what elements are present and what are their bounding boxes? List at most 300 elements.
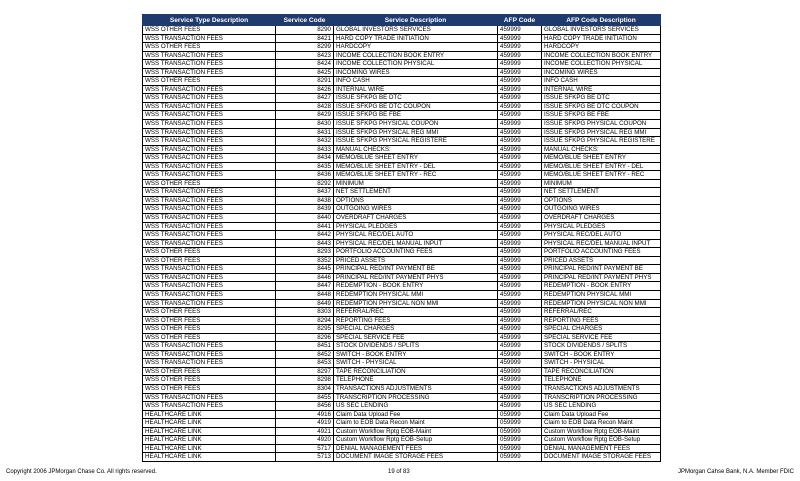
cell-afp-description: US SEC LENDING [542,402,661,411]
cell-afp-code: 459999 [498,214,542,223]
cell-afp-code: 459999 [498,282,542,291]
cell-afp-description: SPECIAL SERVICE FEE [542,333,661,342]
cell-service-description: Claim to EOB Data Recon Maint [334,419,498,428]
table-row [143,171,661,180]
cell-service-type: HEALTHCARE LINK [143,436,276,445]
header-afp-code: AFP Code [498,15,542,26]
cell-afp-code: 459999 [498,26,542,35]
cell-service-type: WSS TRANSACTION FEES [143,102,276,111]
cell-service-description: REPORTING FEES [334,316,498,325]
cell-service-code: 8426 [276,85,334,94]
fee-table-container [142,14,660,462]
cell-service-type: HEALTHCARE LINK [143,419,276,428]
cell-service-description: ISSUE SFKPG BE DTC COUPON [334,102,498,111]
cell-afp-description: ISSUE SFKPG PHYSICAL COUPON [542,120,661,129]
cell-service-code: 8290 [276,26,334,35]
table-row [143,402,661,411]
table-row [143,128,661,137]
cell-service-code: 4916 [276,410,334,419]
cell-afp-code: 459999 [498,350,542,359]
cell-service-type: WSS TRANSACTION FEES [143,222,276,231]
cell-afp-description: INCOME COLLECTION BOOK ENTRY [542,51,661,60]
table-row [143,111,661,120]
cell-service-description: HARDCOPY [334,43,498,52]
cell-service-type: HEALTHCARE LINK [143,427,276,436]
cell-service-code: 8423 [276,51,334,60]
cell-afp-description: REDEMPTION PHYSICAL MMI [542,290,661,299]
cell-afp-code: 459999 [498,196,542,205]
cell-afp-code: 459999 [498,145,542,154]
cell-service-type: WSS TRANSACTION FEES [143,282,276,291]
cell-afp-description: ISSUE SFKPG PHYSICAL REG MMI [542,128,661,137]
cell-service-description: MEMO/BLUE SHEET ENTRY - REC [334,171,498,180]
cell-service-description: REDEMPTION - BOOK ENTRY [334,282,498,291]
cell-service-description: REFERRAL/REC [334,308,498,317]
cell-service-code: 8455 [276,393,334,402]
table-row [143,308,661,317]
cell-service-description: MEMO/BLUE SHEET ENTRY [334,154,498,163]
cell-afp-description: Custom Workflow Rptg EOB-Setup [542,436,661,445]
cell-afp-description: INCOME COLLECTION PHYSICAL [542,60,661,69]
table-row [143,68,661,77]
table-row [143,316,661,325]
cell-afp-description: OVERDRAFT CHARGES [542,214,661,223]
cell-service-type: WSS OTHER FEES [143,316,276,325]
cell-afp-description: TELEPHONE [542,376,661,385]
cell-service-code: 8448 [276,290,334,299]
cell-afp-code: 459999 [498,137,542,146]
cell-service-code: 8294 [276,316,334,325]
cell-afp-code: 459999 [498,154,542,163]
page-footer [0,469,800,479]
table-row [143,205,661,214]
cell-afp-code: 459999 [498,120,542,129]
cell-service-type: WSS OTHER FEES [143,376,276,385]
cell-service-description: PHYSICAL PLEDGES [334,222,498,231]
cell-afp-description: REFERRAL/REC [542,308,661,317]
cell-service-code: 8451 [276,342,334,351]
cell-afp-description: SWITCH - BOOK ENTRY [542,350,661,359]
cell-service-code: 8425 [276,68,334,77]
cell-afp-description: MANUAL CHECKS: [542,145,661,154]
cell-service-type: WSS TRANSACTION FEES [143,239,276,248]
cell-service-description: ISSUE SFKPG BE DTC [334,94,498,103]
cell-afp-code: 459999 [498,85,542,94]
cell-service-type: WSS TRANSACTION FEES [143,137,276,146]
table-row [143,26,661,35]
cell-service-code: 8445 [276,265,334,274]
table-row [143,214,661,223]
cell-service-code: 8427 [276,94,334,103]
cell-service-type: WSS TRANSACTION FEES [143,214,276,223]
cell-afp-code: 459999 [498,179,542,188]
cell-afp-description: MEMO/BLUE SHEET ENTRY [542,154,661,163]
cell-service-type: WSS TRANSACTION FEES [143,34,276,43]
table-row [143,410,661,419]
cell-service-description: SWITCH - PHYSICAL [334,359,498,368]
header-afp-description: AFP Code Description [542,15,661,26]
cell-afp-code: 459999 [498,342,542,351]
table-row [143,51,661,60]
cell-afp-code: 459999 [498,325,542,334]
table-row [143,427,661,436]
cell-service-code: 8438 [276,196,334,205]
table-row [143,137,661,146]
table-row [143,393,661,402]
cell-service-description: PHYSICAL REC/DEL MANUAL INPUT [334,239,498,248]
cell-service-code: 8352 [276,256,334,265]
cell-service-type: WSS TRANSACTION FEES [143,273,276,282]
cell-service-description: SWITCH - BOOK ENTRY [334,350,498,359]
cell-service-code: 8292 [276,179,334,188]
cell-service-code: 8456 [276,402,334,411]
cell-service-description: HARD COPY TRADE INITIATION [334,34,498,43]
cell-service-description: INCOME COLLECTION BOOK ENTRY [334,51,498,60]
table-row [143,188,661,197]
cell-service-description: US SEC LENDING [334,402,498,411]
cell-afp-description: REPORTING FEES [542,316,661,325]
cell-service-description: SPECIAL SERVICE FEE [334,333,498,342]
cell-service-description: PRICED ASSETS [334,256,498,265]
cell-service-type: WSS OTHER FEES [143,308,276,317]
cell-afp-description: PHYSICAL REC/DEL MANUAL INPUT [542,239,661,248]
table-row [143,299,661,308]
cell-afp-code: 459999 [498,94,542,103]
cell-afp-code: 059999 [498,453,542,462]
table-row [143,333,661,342]
cell-service-code: 8297 [276,367,334,376]
cell-afp-code: 459999 [498,316,542,325]
cell-service-description: TRANSACTIONS ADJUSTMENTS [334,384,498,393]
cell-service-code: 8449 [276,299,334,308]
cell-service-code: 8295 [276,325,334,334]
cell-afp-code: 059999 [498,436,542,445]
cell-service-type: WSS TRANSACTION FEES [143,60,276,69]
cell-service-type: WSS TRANSACTION FEES [143,171,276,180]
cell-afp-description: MEMO/BLUE SHEET ENTRY - DEL [542,162,661,171]
cell-service-type: WSS OTHER FEES [143,367,276,376]
table-row [143,453,661,462]
cell-service-type: WSS TRANSACTION FEES [143,402,276,411]
table-row [143,273,661,282]
cell-service-code: 8435 [276,162,334,171]
cell-afp-code: 459999 [498,34,542,43]
cell-service-type: HEALTHCARE LINK [143,410,276,419]
table-row [143,77,661,86]
cell-service-description: INFO CASH [334,77,498,86]
cell-afp-description: PHYSICAL PLEDGES [542,222,661,231]
cell-service-code: 8303 [276,308,334,317]
cell-afp-description: HARDCOPY [542,43,661,52]
cell-afp-code: 459999 [498,359,542,368]
cell-service-code: 8299 [276,43,334,52]
cell-service-type: WSS OTHER FEES [143,333,276,342]
cell-service-type: WSS TRANSACTION FEES [143,94,276,103]
cell-service-description: PORTFOLIO ACCOUNTING FEES [334,248,498,257]
cell-afp-code: 459999 [498,393,542,402]
cell-service-description: ISSUE SFKPG PHYSICAL REG MMI [334,128,498,137]
cell-afp-code: 459999 [498,402,542,411]
cell-service-type: WSS TRANSACTION FEES [143,265,276,274]
cell-service-description: TRANSCRIPTION PROCESSING [334,393,498,402]
cell-afp-code: 459999 [498,299,542,308]
cell-service-description: INCOME COLLECTION PHYSICAL [334,60,498,69]
cell-service-description: ISSUE SFKPG BE FBE [334,111,498,120]
cell-service-type: WSS TRANSACTION FEES [143,68,276,77]
cell-service-code: 8432 [276,137,334,146]
cell-service-description: ISSUE SFKPG PHYSICAL COUPON [334,120,498,129]
cell-service-description: TELEPHONE [334,376,498,385]
cell-service-code: 8429 [276,111,334,120]
cell-afp-description: DOCUMENT IMAGE STORAGE FEES [542,453,661,462]
table-row [143,162,661,171]
cell-service-code: 4919 [276,419,334,428]
cell-afp-code: 459999 [498,290,542,299]
table-row [143,436,661,445]
cell-service-description: REDEMPTION PHYSICAL MMI [334,290,498,299]
cell-service-code: 8440 [276,214,334,223]
cell-afp-code: 459999 [498,308,542,317]
cell-afp-code: 459999 [498,384,542,393]
cell-afp-description: TRANSCRIPTION PROCESSING [542,393,661,402]
cell-afp-description: NET SETTLEMENT [542,188,661,197]
cell-service-code: 8439 [276,205,334,214]
cell-service-code: 5717 [276,444,334,453]
cell-afp-description: Custom Workflow Rptg EOB-Maint [542,427,661,436]
table-header-row [143,15,661,26]
cell-service-description: NET SETTLEMENT [334,188,498,197]
cell-afp-description: OUTGOING WIRES [542,205,661,214]
cell-afp-code: 059999 [498,427,542,436]
cell-service-description: OUTGOING WIRES [334,205,498,214]
cell-afp-description: INTERNAL WIRE [542,85,661,94]
table-row [143,94,661,103]
cell-afp-code: 459999 [498,239,542,248]
cell-afp-code: 459999 [498,333,542,342]
table-row [143,231,661,240]
cell-service-description: Custom Workflow Rptg EOB-Maint [334,427,498,436]
cell-service-description: GLOBAL INVESTORS SERVICES [334,26,498,35]
cell-service-code: 4920 [276,436,334,445]
table-row [143,444,661,453]
cell-service-description: MEMO/BLUE SHEET ENTRY - DEL [334,162,498,171]
cell-service-type: WSS TRANSACTION FEES [143,196,276,205]
cell-service-type: WSS TRANSACTION FEES [143,350,276,359]
cell-service-type: WSS TRANSACTION FEES [143,51,276,60]
cell-afp-description: Claim to EOB Data Recon Maint [542,419,661,428]
cell-service-type: HEALTHCARE LINK [143,453,276,462]
cell-service-type: WSS TRANSACTION FEES [143,162,276,171]
cell-service-description: DENIAL MANAGEMENT FEES [334,444,498,453]
cell-service-description: OPTIONS [334,196,498,205]
cell-afp-description: ISSUE SFKPG BE DTC COUPON [542,102,661,111]
table-row [143,359,661,368]
cell-service-code: 8443 [276,239,334,248]
cell-service-type: WSS OTHER FEES [143,384,276,393]
cell-service-type: WSS TRANSACTION FEES [143,342,276,351]
cell-service-code: 8441 [276,222,334,231]
cell-afp-description: PORTFOLIO ACCOUNTING FEES [542,248,661,257]
cell-afp-code: 459999 [498,102,542,111]
cell-service-description: MINIMUM [334,179,498,188]
cell-service-code: 8437 [276,188,334,197]
cell-service-description: STOCK DIVIDENDS / SPLITS [334,342,498,351]
table-row [143,60,661,69]
cell-service-code: 8442 [276,231,334,240]
copyright-text: Copyright 2006 JPMorgan Chase Co. All rights reserved. [6,469,157,475]
cell-service-type: HEALTHCARE LINK [143,444,276,453]
cell-afp-description: TAPE RECONCILIATION [542,367,661,376]
cell-afp-code: 459999 [498,231,542,240]
cell-service-code: 8298 [276,376,334,385]
cell-service-code: 8291 [276,77,334,86]
cell-afp-description: INFO CASH [542,77,661,86]
cell-afp-description: REDEMPTION - BOOK ENTRY [542,282,661,291]
table-row [143,120,661,129]
cell-service-description: REDEMPTION PHYSICAL NON MMI [334,299,498,308]
cell-service-type: WSS OTHER FEES [143,179,276,188]
cell-service-code: 8453 [276,359,334,368]
cell-service-code: 8431 [276,128,334,137]
cell-afp-code: 459999 [498,248,542,257]
table-row [143,154,661,163]
table-row [143,265,661,274]
cell-service-type: WSS OTHER FEES [143,248,276,257]
cell-afp-code: 459999 [498,205,542,214]
table-row [143,350,661,359]
cell-service-type: WSS OTHER FEES [143,77,276,86]
cell-service-description: DOCUMENT IMAGE STORAGE FEES [334,453,498,462]
cell-service-type: WSS TRANSACTION FEES [143,154,276,163]
table-row [143,376,661,385]
table-row [143,239,661,248]
cell-afp-description: ISSUE SFKPG BE FBE [542,111,661,120]
page-number: 19 of 83 [388,469,410,475]
cell-afp-description: SPECIAL CHARGES [542,325,661,334]
cell-afp-description: HARD COPY TRADE INITIATION [542,34,661,43]
cell-afp-code: 459999 [498,60,542,69]
cell-service-type: WSS OTHER FEES [143,325,276,334]
cell-service-description: Custom Workflow Rptg EOB-Setup [334,436,498,445]
cell-service-type: WSS TRANSACTION FEES [143,359,276,368]
table-row [143,179,661,188]
cell-service-code: 8433 [276,145,334,154]
cell-service-description: MANUAL CHECKS: [334,145,498,154]
cell-service-description: SPECIAL CHARGES [334,325,498,334]
cell-afp-description: Claim Data Upload Fee [542,410,661,419]
cell-afp-description: SWITCH - PHYSICAL [542,359,661,368]
cell-service-type: WSS OTHER FEES [143,256,276,265]
table-row [143,196,661,205]
cell-afp-description: DENIAL MANAGEMENT FEES [542,444,661,453]
cell-afp-description: GLOBAL INVESTORS SERVICES [542,26,661,35]
cell-afp-code: 459999 [498,273,542,282]
cell-afp-code: 059999 [498,410,542,419]
table-row [143,290,661,299]
cell-afp-description: OPTIONS [542,196,661,205]
table-row [143,145,661,154]
cell-service-type: WSS TRANSACTION FEES [143,393,276,402]
cell-service-code: 8296 [276,333,334,342]
cell-service-code: 4921 [276,427,334,436]
cell-service-code: 8421 [276,34,334,43]
cell-afp-code: 459999 [498,162,542,171]
cell-afp-code: 059999 [498,419,542,428]
table-row [143,222,661,231]
cell-afp-code: 459999 [498,222,542,231]
cell-service-code: 8293 [276,248,334,257]
cell-afp-description: INCOMING WIRES [542,68,661,77]
cell-service-type: WSS TRANSACTION FEES [143,85,276,94]
header-service-code: Service Code [276,15,334,26]
cell-service-type: WSS TRANSACTION FEES [143,128,276,137]
cell-service-type: WSS OTHER FEES [143,43,276,52]
fee-table [142,14,661,462]
table-row [143,34,661,43]
cell-service-description: TAPE RECONCILIATION [334,367,498,376]
cell-service-code: 8304 [276,384,334,393]
cell-service-type: WSS TRANSACTION FEES [143,145,276,154]
cell-service-code: 8434 [276,154,334,163]
cell-service-code: 8436 [276,171,334,180]
cell-afp-description: STOCK DIVIDENDS / SPLITS [542,342,661,351]
cell-service-code: 8452 [276,350,334,359]
cell-service-description: Claim Data Upload Fee [334,410,498,419]
cell-service-description: OVERDRAFT CHARGES [334,214,498,223]
cell-service-type: WSS TRANSACTION FEES [143,299,276,308]
table-row [143,43,661,52]
cell-afp-description: MINIMUM [542,179,661,188]
cell-afp-description: PRICED ASSETS [542,256,661,265]
cell-service-code: 8430 [276,120,334,129]
cell-afp-code: 059999 [498,444,542,453]
cell-afp-description: TRANSACTIONS ADJUSTMENTS [542,384,661,393]
table-row [143,256,661,265]
cell-service-type: WSS TRANSACTION FEES [143,290,276,299]
cell-afp-code: 459999 [498,43,542,52]
bank-notice: JPMorgan Cahse Bank, N.A. Member FDIC [677,469,794,475]
cell-service-code: 5713 [276,453,334,462]
cell-afp-code: 459999 [498,188,542,197]
header-service-description: Service Description [334,15,498,26]
table-row [143,367,661,376]
cell-service-description: ISSUE SFKPG PHYSICAL REGISTERE [334,137,498,146]
cell-afp-description: MEMO/BLUE SHEET ENTRY - REC [542,171,661,180]
cell-service-type: WSS TRANSACTION FEES [143,188,276,197]
cell-service-type: WSS TRANSACTION FEES [143,205,276,214]
cell-service-code: 8446 [276,273,334,282]
cell-afp-code: 459999 [498,51,542,60]
cell-afp-code: 459999 [498,171,542,180]
cell-afp-code: 459999 [498,111,542,120]
table-row [143,85,661,94]
cell-afp-description: PRINCIPAL RED/INT PAYMENT BE [542,265,661,274]
cell-afp-code: 459999 [498,376,542,385]
cell-service-type: WSS TRANSACTION FEES [143,231,276,240]
header-service-type: Service Type Description [143,15,276,26]
cell-afp-code: 459999 [498,256,542,265]
cell-service-description: PRINCIPAL RED/INT PAYMENT PHYS [334,273,498,282]
cell-service-description: INTERNAL WIRE [334,85,498,94]
cell-afp-description: ISSUE SFKPG BE DTC [542,94,661,103]
table-row [143,342,661,351]
cell-afp-description: PHYSICAL REC/DEL AUTO [542,231,661,240]
cell-service-description: PHYSICAL REC/DEL AUTO [334,231,498,240]
table-row [143,384,661,393]
table-row [143,282,661,291]
table-row [143,419,661,428]
cell-afp-description: REDEMPTION PHYSICAL NON MMI [542,299,661,308]
